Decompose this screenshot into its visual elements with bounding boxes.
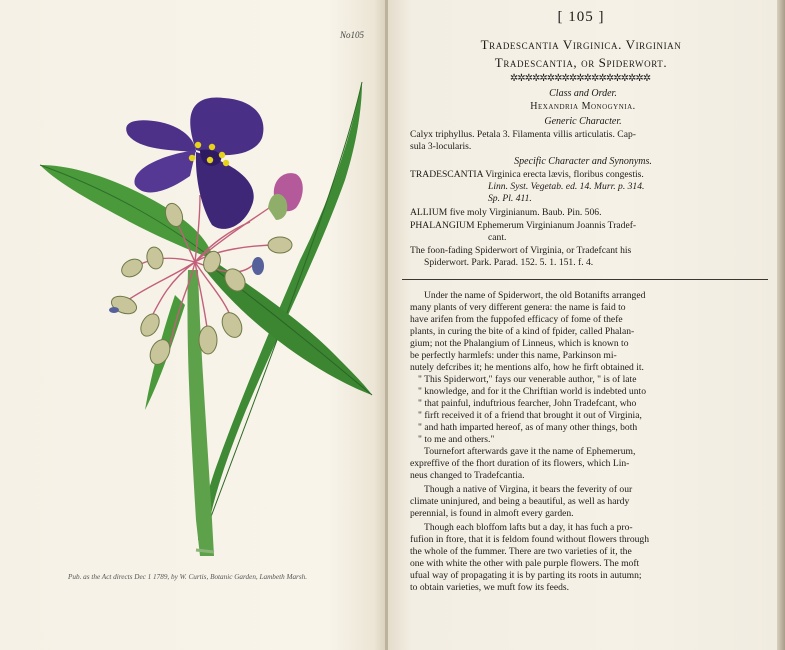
plate-number: No105 xyxy=(340,30,365,40)
plate-imprint: Pub. as the Act directs Dec 1 1789, by W. Curtis, Botanic Garden, Lambeth Marsh. xyxy=(68,573,308,581)
body-line: one with white the other with pale purple flowers. The moft xyxy=(410,558,640,569)
body-line: many plants of very different genera: the name is faid to xyxy=(410,302,626,313)
body-line: " to me and others." xyxy=(418,434,495,445)
plate-page xyxy=(0,0,386,650)
body-line: Though each bloffom lafts but a day, it has fuch a pro- xyxy=(424,522,633,533)
text-page xyxy=(388,0,778,650)
synonym-line: ALLIUM five moly Virginianum. Baub. Pin. 506. xyxy=(410,207,602,218)
body-line: " that painful, induftrious fearcher, John Tradefcant, who xyxy=(418,398,637,409)
body-line: " firft received it of a friend that brought it out of Virginia, xyxy=(418,410,642,421)
body-line: Though a native of Virgina, it bears the feverity of our xyxy=(424,484,633,495)
specific-heading: Specific Character and Synonyms. xyxy=(514,156,652,167)
title-line-2: Tradescantia, or Spiderwort. xyxy=(494,55,668,70)
title-line-1: Tradescantia Virginica. Virginian xyxy=(480,37,682,52)
body-line: have arifen from the fuppofed efficacy of fome of thefe xyxy=(410,314,623,325)
body-line: plants, in curing the bite of a kind of fpider, called Phalan- xyxy=(410,326,635,337)
body-line: fufion in ftore, that it is feldom found without flowers through xyxy=(410,534,650,545)
body-line: Under the name of Spiderwort, the old Botanifts arranged xyxy=(424,290,646,301)
synonym-line: TRADESCANTIA Virginica erecta lævis, floribus congestis. xyxy=(410,169,644,180)
page-number: [ 105 ] xyxy=(557,9,605,25)
section-rule xyxy=(402,279,768,280)
stem xyxy=(187,270,214,556)
class-heading: Class and Order. xyxy=(549,88,617,99)
synonym-line: Sp. Pl. 411. xyxy=(488,193,532,204)
body-line: to obtain varieties, we muft fow its feeds. xyxy=(410,582,570,593)
body-line: perennial, is found in almoft every garden. xyxy=(410,508,574,519)
ornament-row: ✲✲✲✲✲✲✲✲✲✲✲✲✲✲✲✲✲✲✲ xyxy=(509,73,651,84)
synonym-line: PHALANGIUM Ephemerum Virginianum Joannis Tradef- xyxy=(410,220,637,231)
generic-heading: Generic Character. xyxy=(544,116,622,127)
body-line: ufual way of propagating it is by parting its roots in autumn; xyxy=(410,570,642,581)
body-line: the whole of the fummer. There are two varieties of it, the xyxy=(410,546,632,557)
generic-line: Calyx triphyllus. Petala 3. Filamenta villis articulatis. Cap- xyxy=(410,129,636,140)
body-line: expreffive of the fhort duration of its flowers, which Lin- xyxy=(410,458,630,469)
synonym-line: Spiderwort. Park. Parad. 152. 5. 1. 151. f. 4. xyxy=(424,257,594,268)
generic-line: sula 3-locularis. xyxy=(410,141,472,152)
body-line: neus changed to Tradefcantia. xyxy=(410,470,525,481)
synonym-line: The foon-fading Spiderwort of Virginia, or Tradefcant his xyxy=(410,245,632,256)
spiderwort-illustration xyxy=(0,0,386,650)
body-line: " This Spiderwort," fays our venerable author, " is of late xyxy=(418,374,637,385)
page-edge xyxy=(777,0,785,650)
body-line: " and hath imparted hereof, as of many other things, both xyxy=(418,422,638,433)
class-value: Hexandria Monogynia. xyxy=(530,101,636,112)
body-line: nutely defcribes it; he mentions alfo, how he firft obtained it. xyxy=(410,362,644,373)
synonym-line: cant. xyxy=(488,232,507,243)
body-line: be perfectly harmlefs: under this name, Parkinson mi- xyxy=(410,350,617,361)
body-line: " knowledge, and for it the Chriftian world is indebted unto xyxy=(418,386,646,397)
body-line: gium; not the Phalangium of Linneus, which is known to xyxy=(410,338,629,349)
body-line: climate uninjured, and being a beautiful, as well as hardy xyxy=(410,496,630,507)
body-line: Tournefort afterwards gave it the name of Ephemerum, xyxy=(424,446,636,457)
synonym-line: Linn. Syst. Vegetab. ed. 14. Murr. p. 314. xyxy=(488,181,645,192)
